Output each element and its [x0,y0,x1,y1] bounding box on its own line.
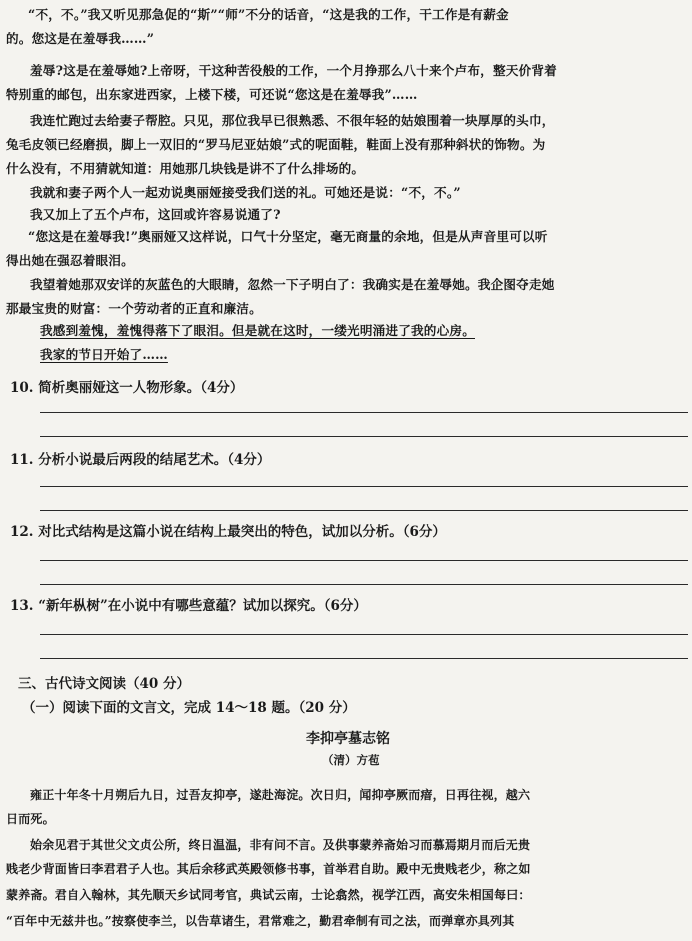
story-line-underlined: 我感到羞愧，羞愧得落下了眼泪。但是就在这时，一缕光明涌进了我的心房。 [40,323,475,338]
classical-line: “百年中无兹井也。”按察使李兰，以告草诸生，君常难之，勤君牵制有司之法，而弹章亦具列其 [6,914,515,928]
answer-line[interactable] [40,412,688,413]
passage-title: 李抑亭墓志铭 [306,731,390,747]
question-number: 10. [10,380,34,396]
question-text: 对比式结构是这篇小说在结构上最突出的特色，试加以分析。（6分） [38,524,446,540]
story-line: 得出她在强忍着眼泪。 [6,253,134,268]
passage-author: （清）方苞 [322,753,380,767]
story-line: “不，不。”我又听见那急促的“斯”“师”不分的话音，“这是我的工作，干工作是有薪金 [28,7,509,22]
answer-line[interactable] [40,560,688,561]
story-line: 羞辱?这是在羞辱她?上帝呀，干这种苦役般的工作，一个月挣那么八十来个卢布，整天价背着 [30,63,557,78]
classical-line: 贱老少背面皆曰李君君子人也。其后余移武英殿领修书事，首举君自助。殿中无贵贱老少，称之如 [6,862,531,876]
question-text: 简析奥丽娅这一人物形象。（4分） [38,380,244,396]
answer-line[interactable] [40,486,688,487]
section-heading: 三、古代诗文阅读（40 分） [18,676,190,692]
story-line: 我望着她那双安详的灰蓝色的大眼睛，忽然一下子明白了：我确实是在羞辱她。我企图夺走她 [30,277,555,292]
story-line: 的。您这是在羞辱我……” [6,31,155,46]
question-text: “新年枞树”在小说中有哪些意蕴？试加以探究。（6分） [38,598,367,614]
question-10 [10,376,243,396]
story-line-underlined: 我家的节日开始了…… [40,347,168,362]
story-line: 我就和妻子两个人一起劝说奥丽娅接受我们送的礼。可她还是说：“不，不。” [30,185,461,200]
story-line: 兔毛皮领已经磨损，脚上一双旧的“罗马尼亚姑娘”式的呢面鞋，鞋面上没有那种斜状的饰物。为 [6,137,546,152]
story-line: 我又加上了五个卢布，这回或许容易说通了? [30,207,281,222]
story-line: 那最宝贵的财富：一个劳动者的正直和廉洁。 [6,301,262,316]
story-line: 什么没有，不用猜就知道：用她那几块钱是讲不了什么排场的。 [6,161,365,176]
question-12 [10,520,446,540]
question-number: 13. [10,598,34,614]
answer-line[interactable] [40,658,688,659]
section-subheading: （一）阅读下面的文言文，完成 14～18 题。（20 分） [22,700,356,716]
answer-line[interactable] [40,634,688,635]
classical-line: 始余见君于其世父文贞公所，终日温温，非有问不言。及供事蒙养斋始习而慕焉期月而后无贵 [30,838,531,852]
question-11 [10,448,270,468]
question-text: 分析小说最后两段的结尾艺术。（4分） [38,452,271,468]
answer-line[interactable] [40,510,688,511]
story-line: “您这是在羞辱我!”奥丽娅又这样说，口气十分坚定，毫无商量的余地，但是从声音里可以听 [28,229,548,244]
question-13 [10,594,367,614]
classical-line: 日而死。 [6,812,55,826]
classical-line: 蒙养斋。君自入翰林，其先顺天乡试同考官，典试云南，士论翕然，视学江西，高安朱相国每曰： [6,888,531,902]
question-number: 11. [10,452,34,468]
story-line: 特别重的邮包，出东家进西家，上楼下楼，可还说“您这是在羞辱我”…… [6,87,418,102]
answer-line[interactable] [40,584,688,585]
question-number: 12. [10,524,34,540]
answer-line[interactable] [40,436,688,437]
classical-line: 雍正十年冬十月朔后九日，过吾友抑亭，遂赴海淀。次日归，闻抑亭厥而瘖，日再往视，越六 [30,788,531,802]
story-line: 我连忙跑过去给妻子帮腔。只见，那位我早已很熟悉、不很年轻的姑娘围着一块厚厚的头巾， [30,113,555,128]
